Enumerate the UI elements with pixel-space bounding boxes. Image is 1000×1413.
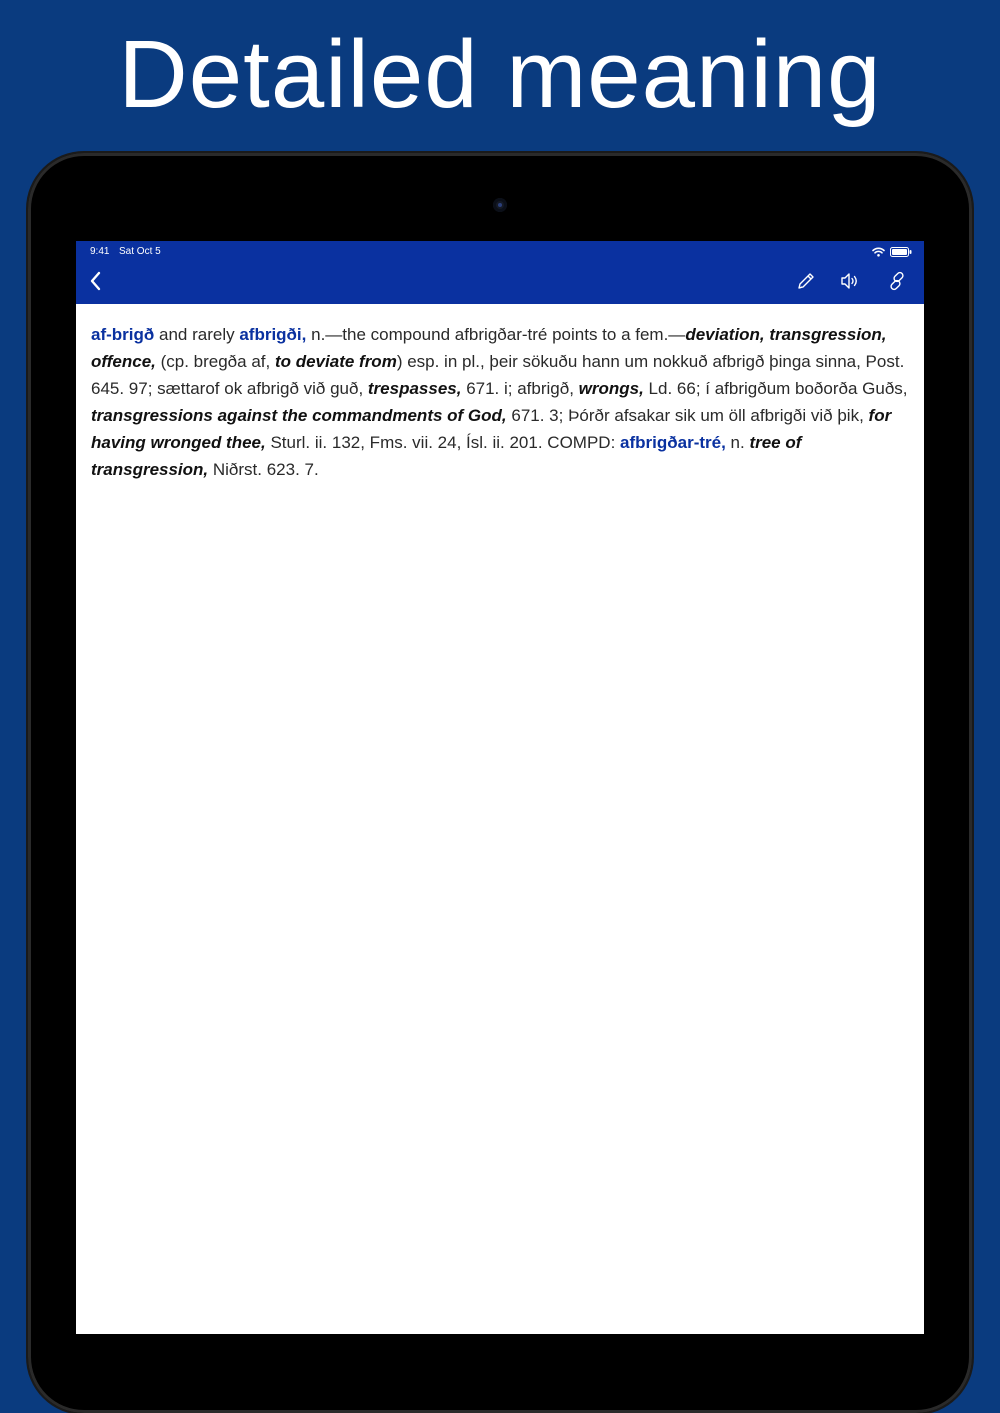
entry-body-text: (cp. bregða af, (155, 352, 275, 371)
headline: Detailed meaning (118, 21, 882, 128)
headword-link[interactable]: af-brigð (91, 325, 155, 344)
entry-body-text: Sturl. ii. 132, Fms. vii. 24, Ísl. ii. 201. COMPD: (265, 433, 621, 452)
wifi-icon (872, 247, 885, 257)
edit-button[interactable] (786, 263, 826, 304)
status-icons (872, 247, 912, 257)
entry-body-text: Niðrst. 623. 7. (208, 460, 319, 479)
status-time: 9:41 (90, 246, 110, 257)
status-bar (76, 241, 924, 263)
chevron-left-icon (89, 270, 103, 297)
entry-text (91, 321, 909, 483)
entry-body-text: Ld. 66; í afbrigðum boðorða Guðs, (643, 379, 908, 398)
link-button[interactable] (877, 263, 917, 304)
app-screen (76, 241, 924, 1334)
link-icon (886, 270, 908, 297)
entry-body-text: n.—the compound afbrigðar-tré points to a fem.— (306, 325, 686, 344)
definition-text: to deviate from (274, 352, 397, 371)
definition-text: tree of transgression, (91, 433, 802, 479)
status-date: Sat Oct 5 (119, 246, 161, 257)
camera-icon (493, 198, 507, 212)
battery-icon (890, 247, 912, 257)
entry-body-text: 671. i; afbrigð, (461, 379, 579, 398)
headword-link[interactable]: afbrigðar-tré, (620, 433, 726, 452)
entry-body-text: ) esp. in pl., þeir sökuðu hann um nokkuð afbrigð þinga sinna, Post. 645. 97; sættarof ok afbrigð við guð, (91, 352, 905, 398)
definition-text: wrongs, (578, 379, 644, 398)
definition-text: trespasses, (367, 379, 462, 398)
definition-text: transgressions against the commandments of God, (91, 406, 507, 425)
entry-body-text: 671. 3; Þórðr afsakar sik um öll afbrigði við þik, (506, 406, 869, 425)
navigation-bar (76, 263, 924, 304)
back-button[interactable] (76, 263, 116, 304)
definition-text: deviation, transgression, offence, (91, 325, 887, 371)
entry-body-text: and rarely (154, 325, 240, 344)
speaker-icon (839, 270, 861, 297)
definition-text: for having wronged thee, (91, 406, 892, 452)
entry-content (76, 304, 924, 483)
sound-button[interactable] (830, 263, 870, 304)
headword-link[interactable]: afbrigði, (239, 325, 307, 344)
entry-body-text: n. (725, 433, 750, 452)
pencil-icon (795, 270, 817, 297)
